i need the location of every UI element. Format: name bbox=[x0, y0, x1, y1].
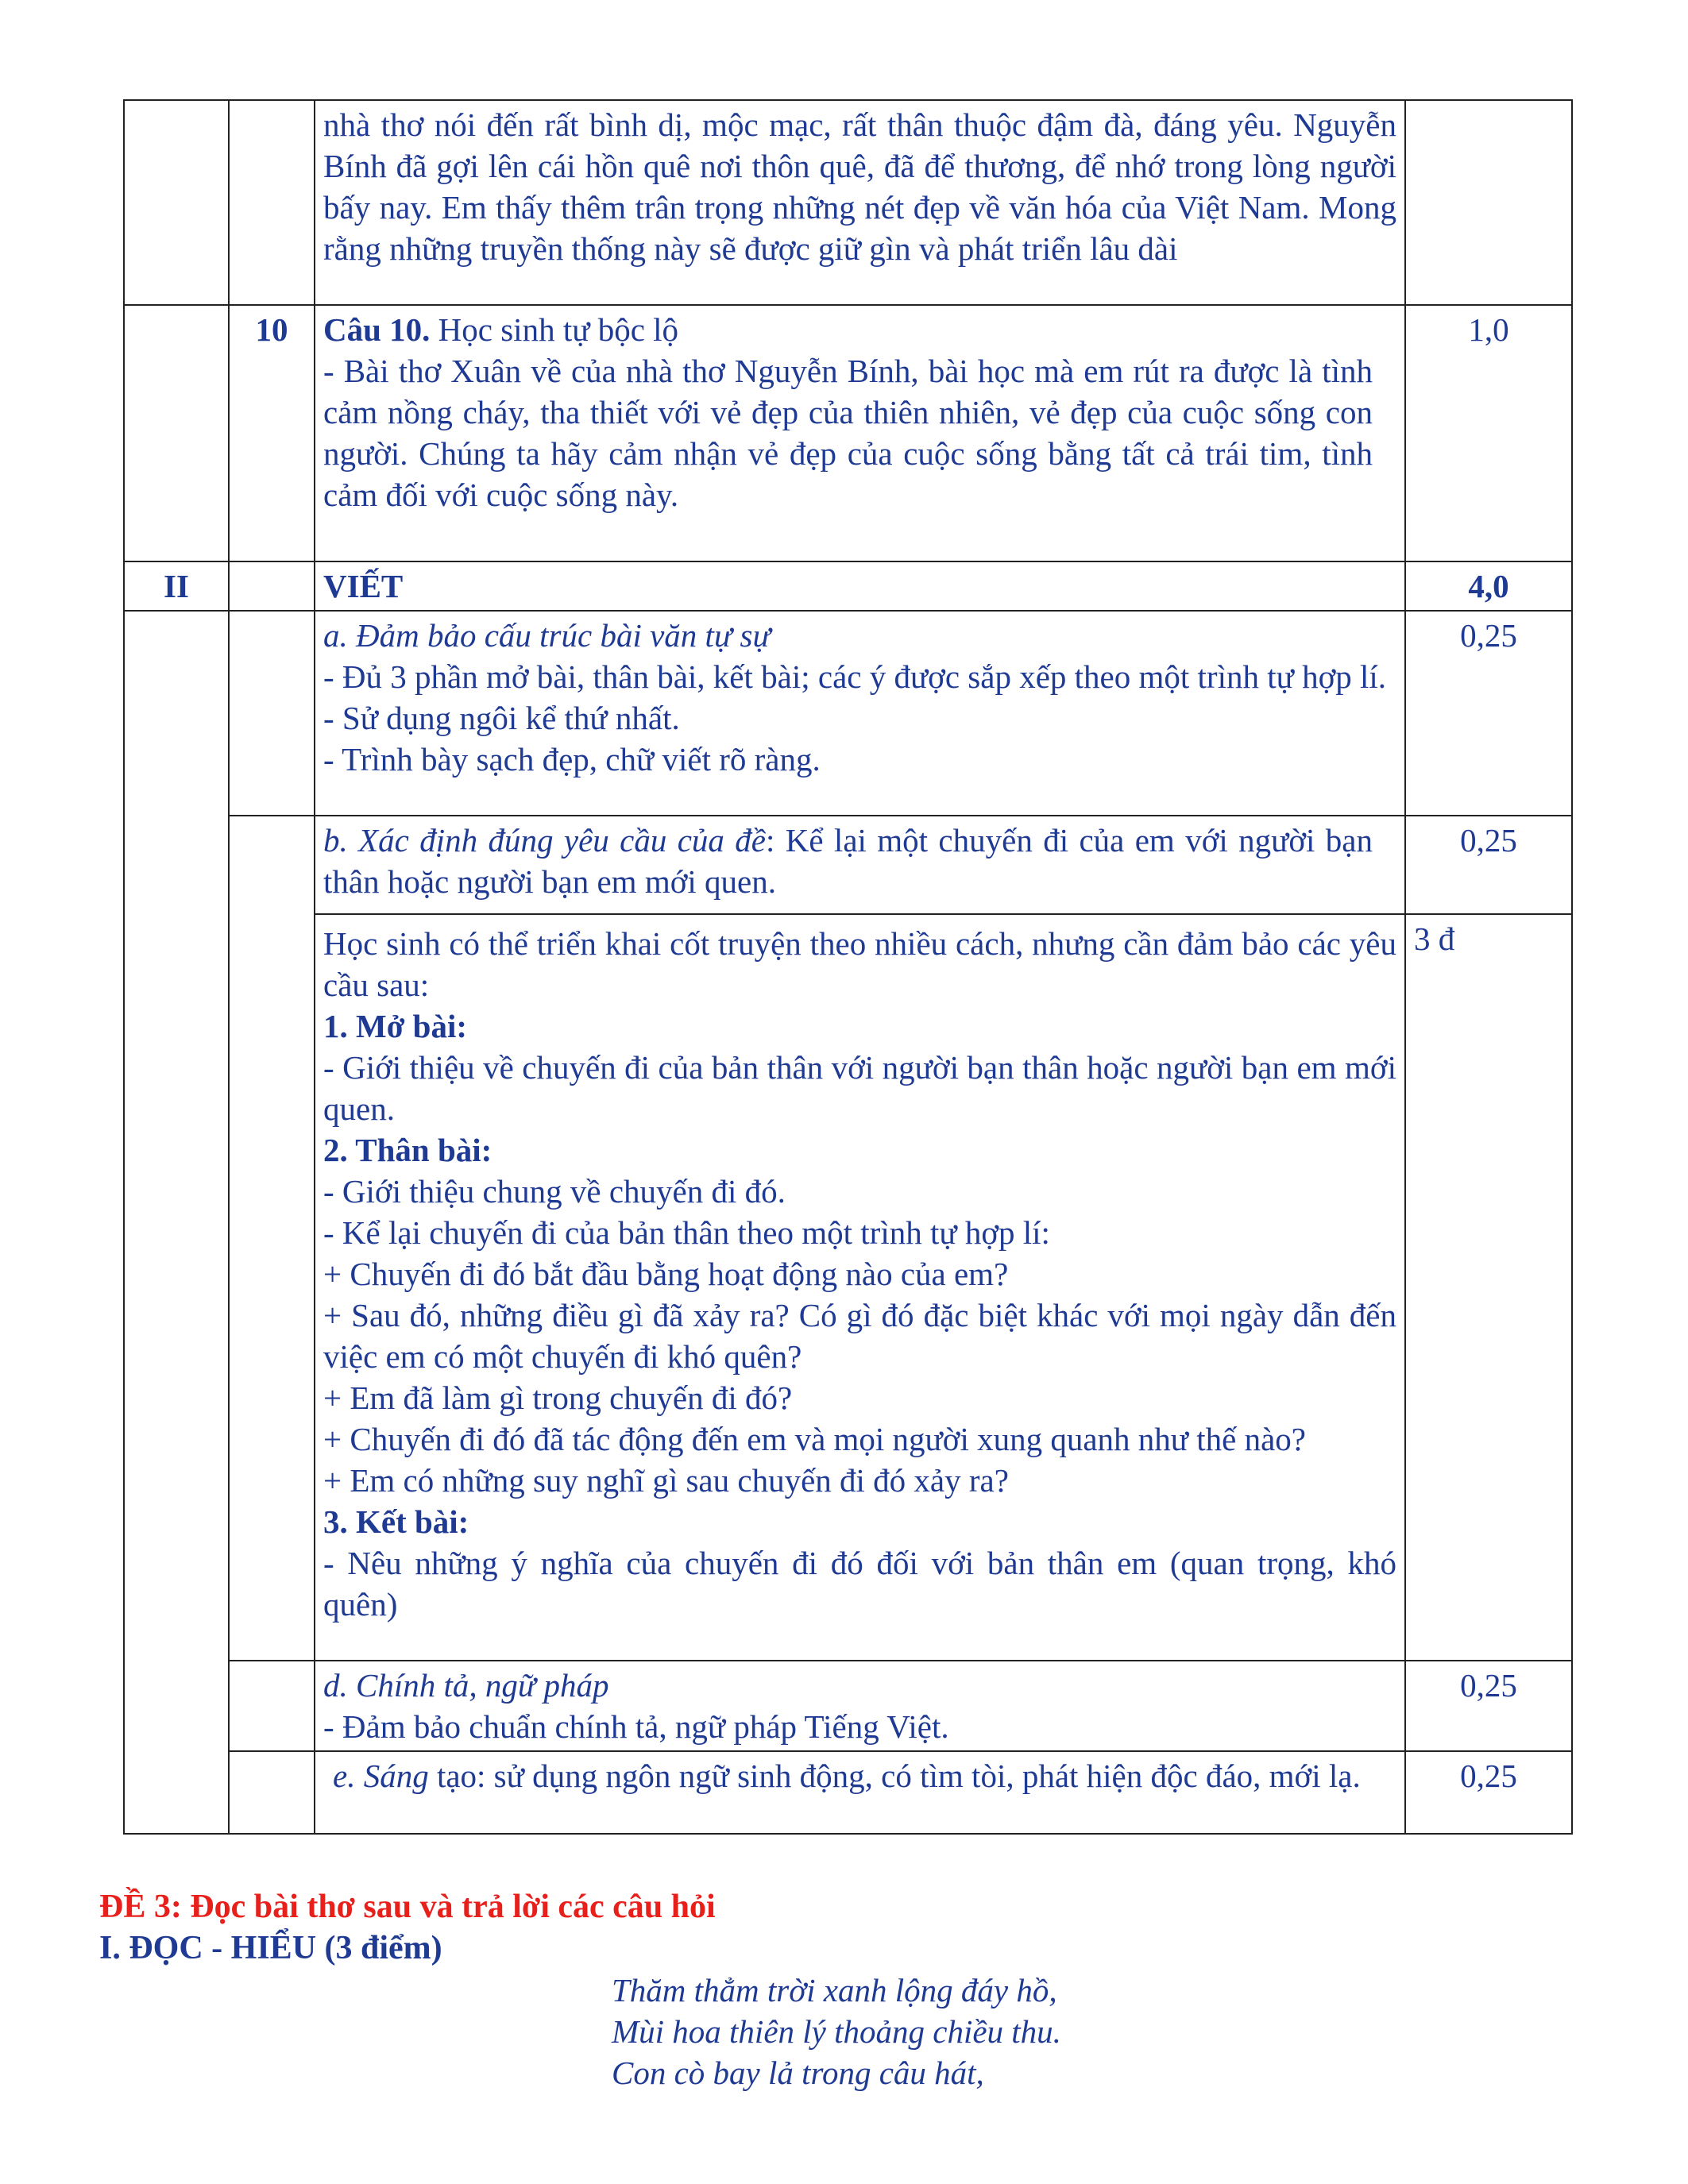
continuation-text: nhà thơ nói đến rất bình dị, mộc mạc, rất thân thuộc đậm đà, đáng yêu. Nguyễn Bính đã gợi lên cái hồn quê nơi thôn quê, đã để thương, để nhớ trong lòng người bấy nay. Em thấy thêm trân trọng những nét đẹp về văn hóa của Việt Nam. Mong rằng những truyền thống này sẽ được giữ gìn và phát triển lâu dài bbox=[323, 106, 1396, 267]
score-cell: 0,25 bbox=[1405, 816, 1572, 914]
ket-bai-heading: 3. Kết bài: bbox=[323, 1503, 469, 1540]
question-answer: - Bài thơ Xuân về của nhà thơ Nguyễn Bính, bài học mà em rút ra được là tình cảm nồng cháy, tha thiết với vẻ đẹp của thiên nhiên, vẻ đẹp của cuộc sống con người. Chúng ta hãy cảm nhận vẻ đẹp của cuộc sống bằng tất cả trái tim, tình cảm đối với cuộc sống này. bbox=[323, 353, 1373, 513]
question-number-cell bbox=[229, 1751, 315, 1834]
criterion-line: - Sử dụng ngôi kể thứ nhất. bbox=[323, 700, 680, 736]
score-cell: 1,0 bbox=[1405, 305, 1572, 561]
content-cell bbox=[315, 100, 1405, 305]
score-cell: 0,25 bbox=[1405, 1751, 1572, 1834]
criterion-line: - Trình bày sạch đẹp, chữ viết rõ ràng. bbox=[323, 741, 821, 778]
criterion-line: - Nêu những ý nghĩa của chuyến đi đó đối với bản thân em (quan trọng, khó quên) bbox=[323, 1545, 1396, 1623]
content-cell bbox=[315, 305, 1405, 561]
criterion-text: : Kể lại một chuyến đi của em với người bạn thân hoặc người bạn em mới quen. bbox=[323, 822, 1373, 900]
poem-line: Mùi hoa thiên lý thoảng chiều thu. bbox=[612, 2013, 1061, 2050]
criterion-line: + Chuyến đi đó đã tác động đến em và mọi người xung quanh như thế nào? bbox=[323, 1421, 1307, 1457]
mo-bai-heading: 1. Mở bài: bbox=[323, 1008, 467, 1044]
table-row bbox=[124, 1661, 1572, 1751]
question-number-cell bbox=[229, 816, 315, 1661]
score-cell: 3 đ bbox=[1405, 914, 1572, 1661]
criterion-heading: b. Xác định đúng yêu cầu của đề bbox=[323, 822, 766, 859]
criterion-line: + Sau đó, những điều gì đã xảy ra? Có gì đó đặc biệt khác với mọi ngày dẫn đến việc em có một chuyến đi khó quên? bbox=[323, 1297, 1396, 1375]
table-row bbox=[124, 816, 1572, 914]
criterion-line: - Đảm bảo chuẩn chính tả, ngữ pháp Tiếng Việt. bbox=[323, 1708, 949, 1745]
content-cell bbox=[315, 816, 1405, 914]
score-cell: 0,25 bbox=[1405, 1661, 1572, 1751]
score-cell bbox=[1405, 100, 1572, 305]
criterion-line: + Em có những suy nghĩ gì sau chuyến đi đó xảy ra? bbox=[323, 1462, 1009, 1499]
question-number-cell bbox=[229, 1661, 315, 1751]
question-title-rest: Học sinh tự bộc lộ bbox=[430, 311, 679, 348]
content-cell bbox=[315, 1661, 1405, 1751]
content-cell bbox=[315, 1751, 1405, 1834]
table-row bbox=[124, 305, 1572, 561]
question-number-cell bbox=[229, 611, 315, 816]
poem-line: Thăm thẳm trời xanh lộng đáy hồ, bbox=[612, 1972, 1057, 2008]
content-cell bbox=[315, 611, 1405, 816]
table-row bbox=[124, 100, 1572, 305]
criterion-heading: e. Sáng bbox=[333, 1758, 429, 1794]
section-title: VIẾT bbox=[315, 561, 1405, 611]
table-row bbox=[124, 1751, 1572, 1834]
score-cell: 0,25 bbox=[1405, 611, 1572, 816]
section-cell bbox=[124, 305, 229, 561]
than-bai-heading: 2. Thân bài: bbox=[323, 1132, 492, 1168]
criterion-line: - Giới thiệu về chuyến đi của bản thân với người bạn thân hoặc người bạn em mới quen. bbox=[323, 1049, 1396, 1127]
section-cell bbox=[124, 611, 229, 1834]
criterion-heading: d. Chính tả, ngữ pháp bbox=[323, 1667, 609, 1704]
criterion-line: - Đủ 3 phần mở bài, thân bài, kết bài; các ý được sắp xếp theo một trình tự hợp lí. bbox=[323, 658, 1387, 695]
criterion-heading: a. Đảm bảo cấu trúc bài văn tự sự bbox=[323, 617, 771, 654]
section-cell bbox=[124, 100, 229, 305]
question-title: Câu 10. bbox=[323, 311, 431, 348]
score-cell: 4,0 bbox=[1405, 561, 1572, 611]
content-cell bbox=[315, 914, 1405, 1661]
question-number-cell bbox=[229, 561, 315, 611]
answer-key-table bbox=[123, 99, 1573, 1835]
poem bbox=[612, 1970, 1061, 2093]
criterion-text: tạo: sử dụng ngôn ngữ sinh động, có tìm tòi, phát hiện độc đáo, mới lạ. bbox=[428, 1758, 1361, 1794]
intro-text: Học sinh có thể triển khai cốt truyện theo nhiều cách, nhưng cần đảm bảo các yêu cầu sau: bbox=[323, 925, 1396, 1003]
reading-section-title: I. ĐỌC - HIỂU (3 điểm) bbox=[99, 1930, 442, 1966]
criterion-line: - Giới thiệu chung về chuyến đi đó. bbox=[323, 1173, 786, 1210]
criterion-line: + Em đã làm gì trong chuyến đi đó? bbox=[323, 1379, 793, 1416]
section-cell: II bbox=[124, 561, 229, 611]
criterion-line: + Chuyến đi đó bắt đầu bằng hoạt động nào của em? bbox=[323, 1256, 1009, 1292]
de3-title: ĐỀ 3: Đọc bài thơ sau và trả lời các câu hỏi bbox=[99, 1889, 716, 1925]
table-row bbox=[124, 611, 1572, 816]
table-row bbox=[124, 561, 1572, 611]
question-number-cell bbox=[229, 100, 315, 305]
table-row bbox=[124, 914, 1572, 1661]
poem-line: Con cò bay lả trong câu hát, bbox=[612, 2055, 984, 2091]
question-number-cell: 10 bbox=[229, 305, 315, 561]
criterion-line: - Kể lại chuyến đi của bản thân theo một trình tự hợp lí: bbox=[323, 1214, 1050, 1251]
